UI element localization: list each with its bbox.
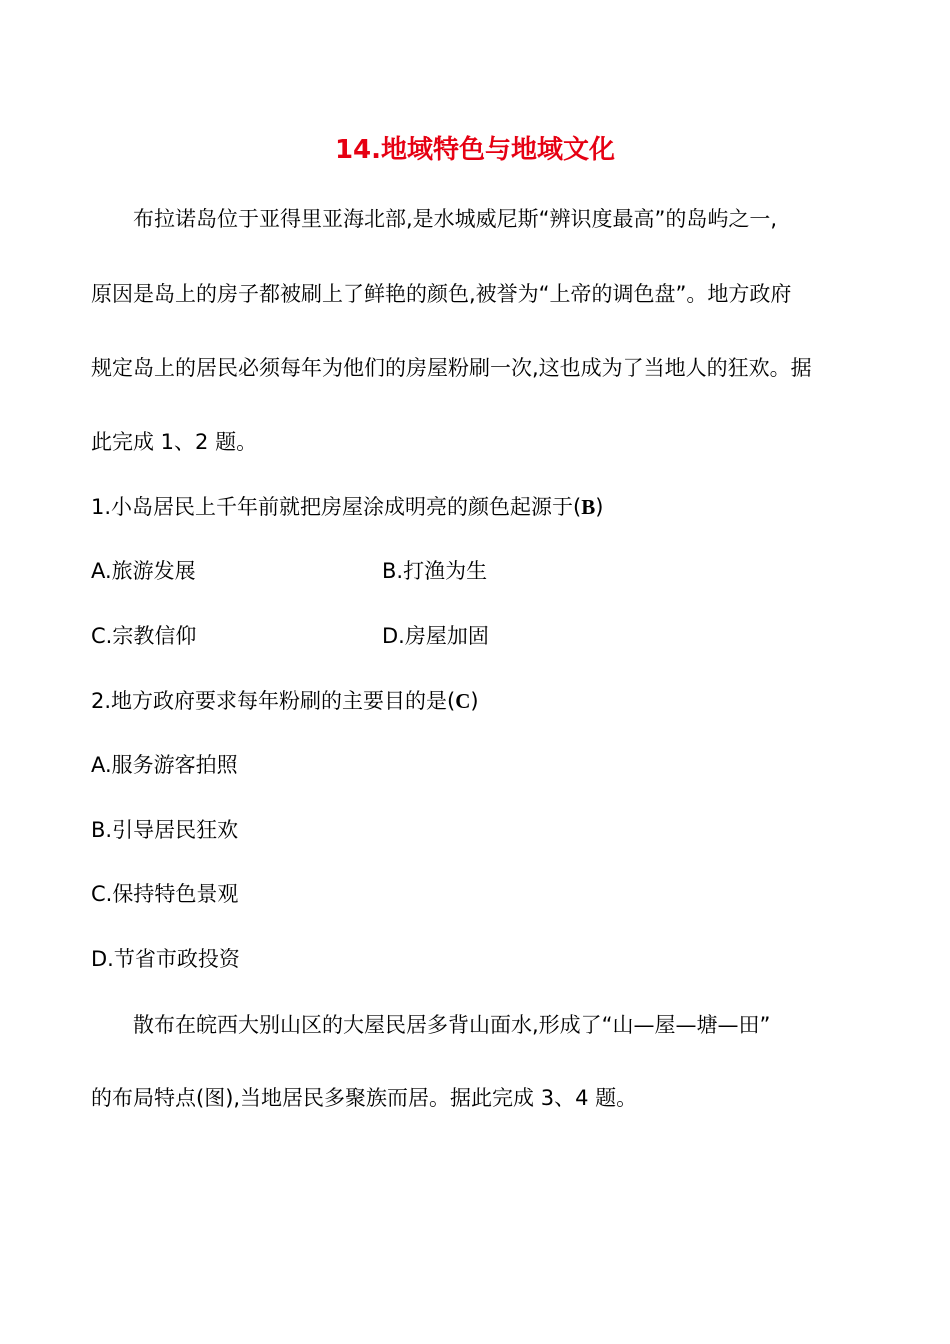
question-2-option-a: A.服务游客拍照 [91, 753, 238, 777]
page-title: 14.地域特色与地域文化 [334, 135, 616, 165]
question-2-option-b: B.引导居民狂欢 [91, 818, 239, 842]
question-1-stem: 1.小岛居民上千年前就把房屋涂成明亮的颜色起源于( [91, 495, 582, 519]
question-1-options-row-2 [91, 620, 871, 652]
question-2-close: ) [470, 689, 479, 713]
question-1-answer: B [581, 495, 596, 519]
question-1-option-d: D.房屋加固 [382, 624, 489, 648]
question-1-close: ) [595, 495, 604, 519]
passage1-line-1: 布拉诺岛位于亚得里亚海北部,是水城威尼斯“辨识度最高”的岛屿之一, [133, 207, 778, 231]
passage1-line-4: 此完成 1、2 题。 [91, 430, 258, 454]
question-2-answer: C [455, 689, 471, 713]
passage1-line-3: 规定岛上的居民必须每年为他们的房屋粉刷一次,这也成为了当地人的狂欢。据 [91, 356, 812, 380]
question-1-option-b: B.打渔为生 [382, 559, 488, 583]
question-1-option-c: C.宗教信仰 [91, 624, 197, 648]
question-1-options-row-1 [91, 555, 871, 587]
question-2-option-d: D.节省市政投资 [91, 947, 240, 971]
passage2-line-2: 的布局特点(图),当地居民多聚族而居。据此完成 3、4 题。 [91, 1086, 638, 1110]
question-2-option-c: C.保持特色景观 [91, 882, 239, 906]
question-1 [91, 491, 871, 523]
question-1-option-a: A.旅游发展 [91, 559, 196, 583]
question-2 [91, 685, 871, 717]
passage2-line-1: 散布在皖西大别山区的大屋民居多背山面水,形成了“山—屋—塘—田” [133, 1013, 771, 1037]
question-2-stem: 2.地方政府要求每年粉刷的主要目的是( [91, 689, 456, 713]
passage1-line-2: 原因是岛上的房子都被刷上了鲜艳的颜色,被誉为“上帝的调色盘”。地方政府 [91, 282, 792, 306]
